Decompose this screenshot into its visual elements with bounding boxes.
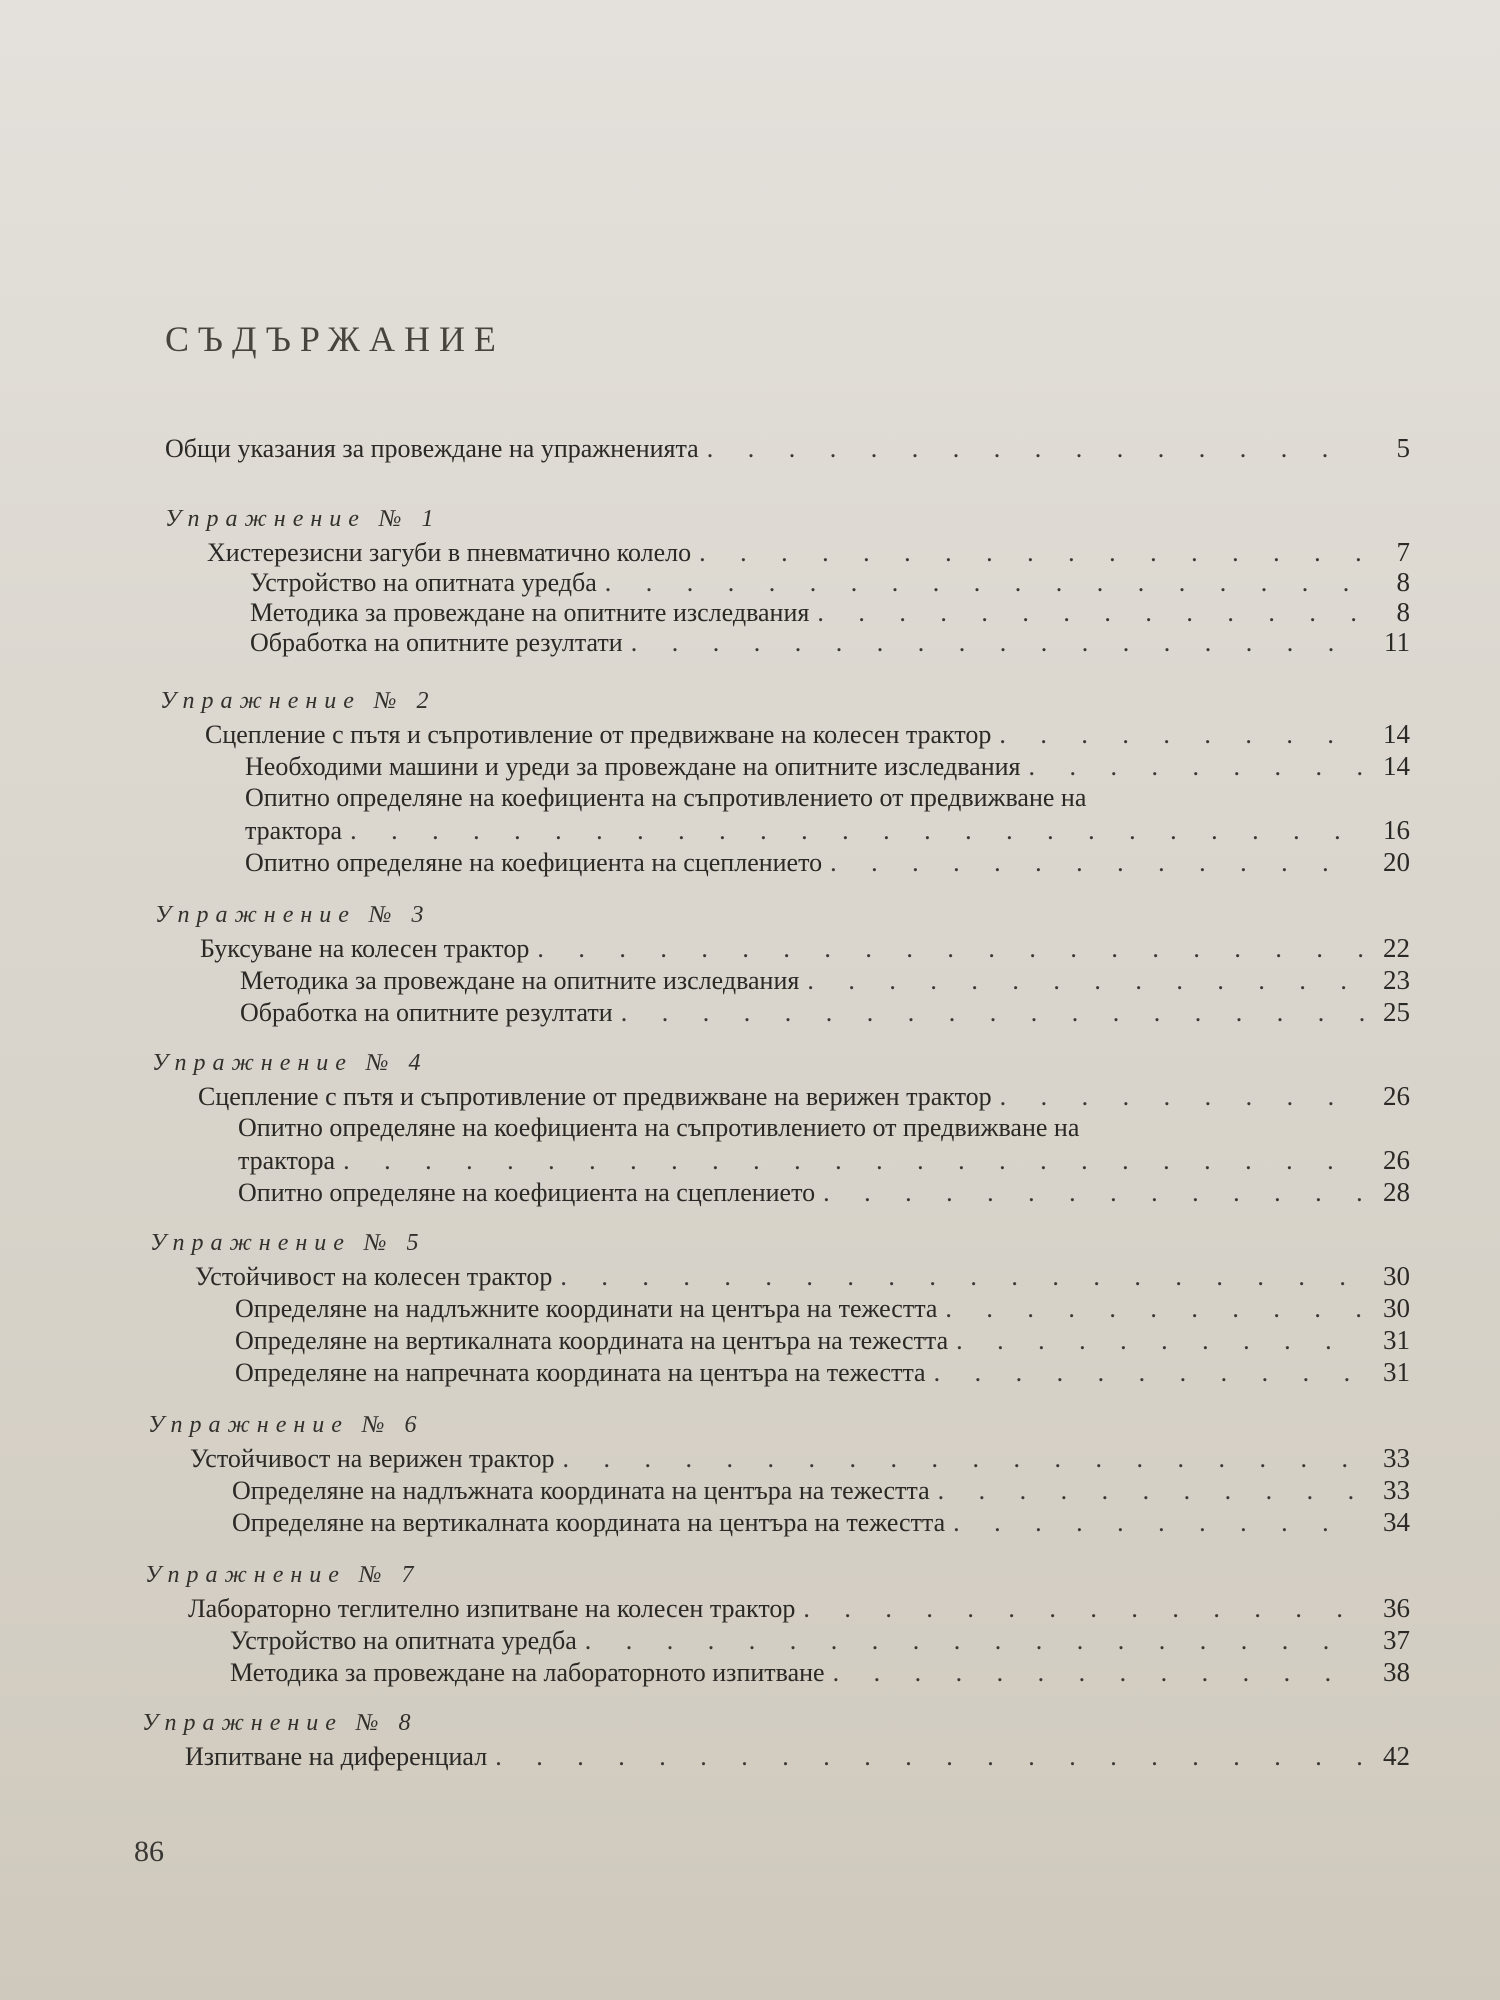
toc-entry-text: Обработка на опитните резултати xyxy=(250,628,623,657)
toc-entry-page: 34 xyxy=(1383,1507,1410,1537)
dot-leader xyxy=(605,567,1364,599)
toc-entry-page: 26 xyxy=(1383,1081,1410,1111)
toc-entry-page: 37 xyxy=(1383,1625,1410,1655)
exercise-3-title: Упражнение № 3 xyxy=(155,902,431,928)
dot-leader xyxy=(537,933,1364,965)
dot-leader xyxy=(830,847,1364,879)
toc-entry xyxy=(232,1506,1410,1538)
toc-entry xyxy=(207,536,1410,568)
toc-entry-text: Опитно определяне на коефициента на сцеплението xyxy=(245,848,823,877)
toc-entry xyxy=(235,1356,1410,1388)
toc-heading: СЪДЪРЖАНИЕ xyxy=(165,319,505,359)
toc-entry-page: 26 xyxy=(1383,1145,1410,1175)
toc-entry-text: Буксуване на колесен трактор xyxy=(200,934,530,963)
toc-entry-text: Опитно определяне на коефициента на съпротивлението от предвижване на xyxy=(238,1113,1080,1142)
toc-entry-text: Обработка на опитните резултати xyxy=(240,998,613,1027)
toc-entry xyxy=(238,1144,1410,1176)
toc-entry xyxy=(198,1080,1410,1112)
toc-entry-page: 31 xyxy=(1383,1357,1410,1387)
toc-entry-text: Сцепление с пътя и съпротивление от предвижване на колесен трактор xyxy=(205,720,992,749)
toc-entry-page: 22 xyxy=(1383,933,1410,963)
toc-entry-page: 7 xyxy=(1396,537,1410,567)
toc-entry-text: трактора xyxy=(245,816,343,845)
toc-entry-text: Устойчивост на колесен трактор xyxy=(195,1262,553,1291)
dot-leader xyxy=(699,537,1364,569)
dot-leader xyxy=(999,719,1364,751)
toc-entry-text: Методика за провеждане на лабораторното изпитване xyxy=(230,1658,825,1687)
toc-entry-text: Сцепление с пътя и съпротивление от предвижване на верижен трактор xyxy=(198,1082,992,1111)
toc-entry xyxy=(245,750,1410,782)
toc-entry-page: 38 xyxy=(1383,1657,1410,1687)
toc-entry xyxy=(250,596,1410,628)
dot-leader xyxy=(945,1293,1364,1325)
toc-entry-page: 36 xyxy=(1383,1593,1410,1623)
exercise-7-title: Упражнение № 7 xyxy=(145,1562,421,1588)
toc-entry-page: 33 xyxy=(1383,1443,1410,1473)
dot-leader xyxy=(707,433,1364,465)
dot-leader xyxy=(631,627,1364,659)
toc-entry xyxy=(205,718,1410,750)
dot-leader xyxy=(1029,751,1365,783)
toc-entry-text: Лабораторно теглително изпитване на колесен трактор xyxy=(188,1594,796,1623)
toc-entry-text: Определяне на напречната координата на центъра на тежестта xyxy=(235,1358,926,1387)
toc-entry-text: Методика за провеждане на опитните изследвания xyxy=(250,598,810,627)
exercise-4-title: Упражнение № 4 xyxy=(152,1050,428,1076)
dot-leader xyxy=(953,1507,1364,1539)
dot-leader xyxy=(833,1657,1364,1689)
toc-entry-page: 30 xyxy=(1383,1261,1410,1291)
toc-entry-text: трактора xyxy=(238,1146,336,1175)
dot-leader xyxy=(807,965,1364,997)
toc-entry xyxy=(195,1260,1410,1292)
exercise-1-title: Упражнение № 1 xyxy=(165,506,441,532)
toc-entry xyxy=(200,932,1410,964)
toc-entry-page: 8 xyxy=(1396,567,1410,597)
toc-entry-page: 16 xyxy=(1383,815,1410,845)
toc-entry-text: Определяне на надлъжната координата на центъра на тежестта xyxy=(232,1476,930,1505)
toc-entry-page: 25 xyxy=(1383,997,1410,1027)
dot-leader xyxy=(563,1443,1364,1475)
toc-entry-text: Устройство на опитната уредба xyxy=(250,568,597,597)
dot-leader xyxy=(823,1177,1364,1209)
toc-entry xyxy=(238,1176,1410,1208)
dot-leader xyxy=(560,1261,1364,1293)
dot-leader xyxy=(817,597,1364,629)
dot-leader xyxy=(1000,1081,1364,1113)
toc-entry xyxy=(230,1656,1410,1688)
toc-entry-page: 20 xyxy=(1383,847,1410,877)
dot-leader xyxy=(343,1145,1364,1177)
toc-entry-text: Изпитване на диференциал xyxy=(185,1742,488,1771)
toc-entry xyxy=(230,1624,1410,1656)
toc-entry-text: Устойчивост на верижен трактор xyxy=(190,1444,555,1473)
dot-leader xyxy=(350,815,1364,847)
toc-entry-page: 28 xyxy=(1383,1177,1410,1207)
toc-entry xyxy=(245,846,1410,878)
toc-entry-text: Определяне на вертикалната координата на центъра на тежестта xyxy=(235,1326,949,1355)
toc-entry-page: 42 xyxy=(1383,1741,1410,1771)
toc-entry-page: 8 xyxy=(1396,597,1410,627)
toc-entry-text: Общи указания за провеждане на упражненията xyxy=(165,434,699,463)
dot-leader xyxy=(621,997,1364,1029)
toc-entry-page: 23 xyxy=(1383,965,1410,995)
dot-leader xyxy=(585,1625,1364,1657)
toc-entry xyxy=(245,814,1410,846)
toc-entry xyxy=(250,566,1410,598)
toc-entry xyxy=(250,626,1410,658)
toc-entry xyxy=(232,1474,1410,1506)
toc-entry-page: 14 xyxy=(1383,719,1410,749)
page-number: 86 xyxy=(134,1835,164,1868)
toc-entry-page: 30 xyxy=(1383,1293,1410,1323)
toc-entry xyxy=(190,1442,1410,1474)
toc-entry-intro xyxy=(165,432,1410,464)
toc-entry-text: Определяне на вертикалната координата на центъра на тежестта xyxy=(232,1508,946,1537)
dot-leader xyxy=(495,1741,1364,1773)
toc-entry xyxy=(235,1292,1410,1324)
exercise-8-title: Упражнение № 8 xyxy=(142,1710,418,1736)
toc-entry xyxy=(240,964,1410,996)
toc-entry-text: Методика за провеждане на опитните изследвания xyxy=(240,966,800,995)
toc-entry-text: Необходими машини и уреди за провеждане на опитните изследвания xyxy=(245,752,1021,781)
toc-entry xyxy=(185,1740,1410,1772)
dot-leader xyxy=(956,1325,1364,1357)
toc-entry xyxy=(240,996,1410,1028)
dot-leader xyxy=(803,1593,1364,1625)
exercise-2-title: Упражнение № 2 xyxy=(160,688,436,714)
toc-entry xyxy=(235,1324,1410,1356)
toc-entry-page: 31 xyxy=(1383,1325,1410,1355)
toc-entry xyxy=(188,1592,1410,1624)
toc-entry-text: Опитно определяне на коефициента на съпротивлението от предвижване на xyxy=(245,783,1087,812)
dot-leader xyxy=(934,1357,1364,1389)
toc-entry-page: 5 xyxy=(1396,433,1410,463)
toc-entry-text: Хистерезисни загуби в пневматично колело xyxy=(207,538,692,567)
toc-entry-page: 11 xyxy=(1384,627,1410,657)
exercise-6-title: Упражнение № 6 xyxy=(148,1412,424,1438)
toc-entry-page: 33 xyxy=(1383,1475,1410,1505)
toc-entry-page: 14 xyxy=(1383,751,1410,781)
toc-entry-text: Опитно определяне на коефициента на сцеплението xyxy=(238,1178,816,1207)
toc-entry-text: Устройство на опитната уредба xyxy=(230,1626,577,1655)
toc-entry-text: Определяне на надлъжните координати на центъра на тежестта xyxy=(235,1294,938,1323)
exercise-5-title: Упражнение № 5 xyxy=(150,1230,426,1256)
dot-leader xyxy=(938,1475,1364,1507)
